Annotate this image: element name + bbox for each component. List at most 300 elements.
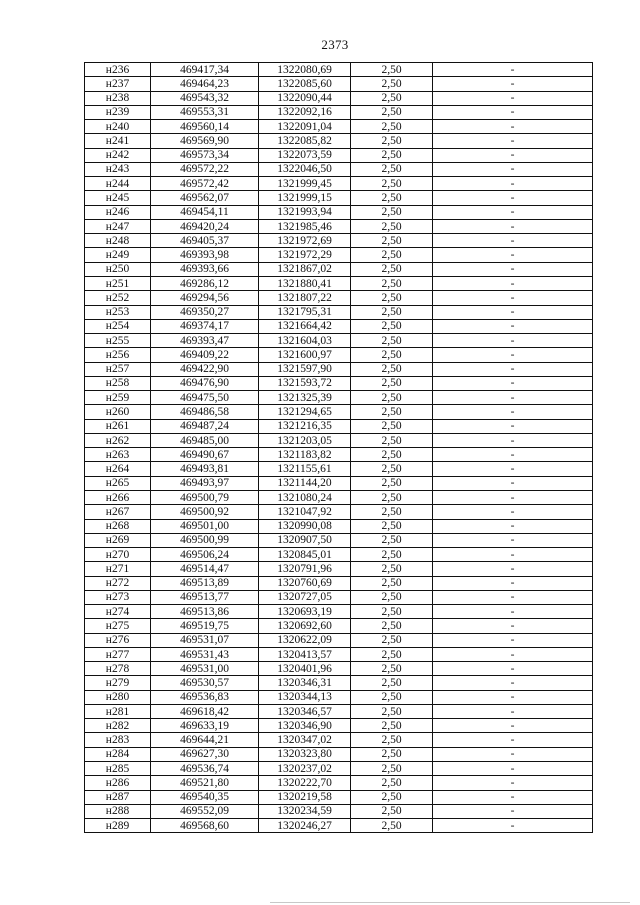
y-coordinate-cell: 1321795,31 <box>259 305 351 319</box>
note-cell: - <box>433 619 593 633</box>
point-id-cell: н244 <box>85 177 151 191</box>
point-id-cell: н264 <box>85 462 151 476</box>
x-coordinate-cell: 469475,50 <box>151 391 259 405</box>
x-coordinate-cell: 469500,99 <box>151 533 259 547</box>
table-row <box>85 248 593 262</box>
x-coordinate-cell: 469405,37 <box>151 234 259 248</box>
note-cell: - <box>433 719 593 733</box>
accuracy-cell: 2,50 <box>351 91 433 105</box>
table-row <box>85 462 593 476</box>
y-coordinate-cell: 1322080,69 <box>259 63 351 77</box>
x-coordinate-cell: 469627,30 <box>151 747 259 761</box>
x-coordinate-cell: 469521,80 <box>151 776 259 790</box>
table-row <box>85 747 593 761</box>
table-row <box>85 348 593 362</box>
x-coordinate-cell: 469531,07 <box>151 633 259 647</box>
accuracy-cell: 2,50 <box>351 319 433 333</box>
point-id-cell: н255 <box>85 334 151 348</box>
point-id-cell: н248 <box>85 234 151 248</box>
accuracy-cell: 2,50 <box>351 134 433 148</box>
y-coordinate-cell: 1320845,01 <box>259 548 351 562</box>
x-coordinate-cell: 469506,24 <box>151 548 259 562</box>
note-cell: - <box>433 448 593 462</box>
x-coordinate-cell: 469422,90 <box>151 362 259 376</box>
y-coordinate-cell: 1321183,82 <box>259 448 351 462</box>
point-id-cell: н269 <box>85 533 151 547</box>
y-coordinate-cell: 1321144,20 <box>259 476 351 490</box>
y-coordinate-cell: 1321216,35 <box>259 419 351 433</box>
note-cell: - <box>433 804 593 818</box>
y-coordinate-cell: 1321985,46 <box>259 219 351 233</box>
x-coordinate-cell: 469464,23 <box>151 77 259 91</box>
note-cell: - <box>433 391 593 405</box>
table-row <box>85 790 593 804</box>
point-id-cell: н265 <box>85 476 151 490</box>
table-row <box>85 576 593 590</box>
note-cell: - <box>433 219 593 233</box>
table-row <box>85 533 593 547</box>
note-cell: - <box>433 662 593 676</box>
y-coordinate-cell: 1320222,70 <box>259 776 351 790</box>
table-row <box>85 690 593 704</box>
y-coordinate-cell: 1320347,02 <box>259 733 351 747</box>
y-coordinate-cell: 1321664,42 <box>259 319 351 333</box>
y-coordinate-cell: 1321080,24 <box>259 490 351 504</box>
y-coordinate-cell: 1320246,27 <box>259 819 351 833</box>
table-row <box>85 605 593 619</box>
table-row <box>85 77 593 91</box>
y-coordinate-cell: 1322090,44 <box>259 91 351 105</box>
table-row <box>85 234 593 248</box>
accuracy-cell: 2,50 <box>351 262 433 276</box>
x-coordinate-cell: 469553,31 <box>151 105 259 119</box>
note-cell: - <box>433 462 593 476</box>
note-cell: - <box>433 548 593 562</box>
table-row <box>85 490 593 504</box>
x-coordinate-cell: 469540,35 <box>151 790 259 804</box>
y-coordinate-cell: 1322091,04 <box>259 120 351 134</box>
accuracy-cell: 2,50 <box>351 776 433 790</box>
y-coordinate-cell: 1320727,05 <box>259 590 351 604</box>
table-row <box>85 391 593 405</box>
note-cell: - <box>433 733 593 747</box>
y-coordinate-cell: 1320413,57 <box>259 647 351 661</box>
x-coordinate-cell: 469644,21 <box>151 733 259 747</box>
y-coordinate-cell: 1321600,97 <box>259 348 351 362</box>
coordinates-table-body <box>85 63 593 833</box>
point-id-cell: н288 <box>85 804 151 818</box>
note-cell: - <box>433 633 593 647</box>
y-coordinate-cell: 1322046,50 <box>259 162 351 176</box>
y-coordinate-cell: 1321294,65 <box>259 405 351 419</box>
accuracy-cell: 2,50 <box>351 747 433 761</box>
y-coordinate-cell: 1321155,61 <box>259 462 351 476</box>
y-coordinate-cell: 1321604,03 <box>259 334 351 348</box>
point-id-cell: н261 <box>85 419 151 433</box>
y-coordinate-cell: 1320760,69 <box>259 576 351 590</box>
coordinates-table <box>84 62 593 833</box>
table-row <box>85 647 593 661</box>
x-coordinate-cell: 469569,90 <box>151 134 259 148</box>
y-coordinate-cell: 1320346,31 <box>259 676 351 690</box>
point-id-cell: н245 <box>85 191 151 205</box>
table-row <box>85 63 593 77</box>
table-row <box>85 519 593 533</box>
note-cell: - <box>433 291 593 305</box>
table-row <box>85 505 593 519</box>
table-row <box>85 476 593 490</box>
note-cell: - <box>433 334 593 348</box>
accuracy-cell: 2,50 <box>351 205 433 219</box>
y-coordinate-cell: 1320344,13 <box>259 690 351 704</box>
accuracy-cell: 2,50 <box>351 676 433 690</box>
accuracy-cell: 2,50 <box>351 362 433 376</box>
y-coordinate-cell: 1321203,05 <box>259 433 351 447</box>
table-row <box>85 719 593 733</box>
x-coordinate-cell: 469417,34 <box>151 63 259 77</box>
accuracy-cell: 2,50 <box>351 162 433 176</box>
y-coordinate-cell: 1320346,57 <box>259 704 351 718</box>
point-id-cell: н268 <box>85 519 151 533</box>
note-cell: - <box>433 348 593 362</box>
x-coordinate-cell: 469531,00 <box>151 662 259 676</box>
accuracy-cell: 2,50 <box>351 562 433 576</box>
note-cell: - <box>433 162 593 176</box>
note-cell: - <box>433 647 593 661</box>
x-coordinate-cell: 469519,75 <box>151 619 259 633</box>
note-cell: - <box>433 319 593 333</box>
y-coordinate-cell: 1320401,96 <box>259 662 351 676</box>
accuracy-cell: 2,50 <box>351 533 433 547</box>
note-cell: - <box>433 476 593 490</box>
point-id-cell: н247 <box>85 219 151 233</box>
x-coordinate-cell: 469562,07 <box>151 191 259 205</box>
point-id-cell: н289 <box>85 819 151 833</box>
accuracy-cell: 2,50 <box>351 405 433 419</box>
note-cell: - <box>433 490 593 504</box>
table-row <box>85 562 593 576</box>
accuracy-cell: 2,50 <box>351 619 433 633</box>
table-row <box>85 419 593 433</box>
accuracy-cell: 2,50 <box>351 305 433 319</box>
accuracy-cell: 2,50 <box>351 433 433 447</box>
table-row <box>85 819 593 833</box>
x-coordinate-cell: 469286,12 <box>151 276 259 290</box>
note-cell: - <box>433 248 593 262</box>
y-coordinate-cell: 1321047,92 <box>259 505 351 519</box>
point-id-cell: н267 <box>85 505 151 519</box>
x-coordinate-cell: 469573,34 <box>151 148 259 162</box>
x-coordinate-cell: 469493,97 <box>151 476 259 490</box>
y-coordinate-cell: 1322085,82 <box>259 134 351 148</box>
note-cell: - <box>433 533 593 547</box>
y-coordinate-cell: 1320346,90 <box>259 719 351 733</box>
accuracy-cell: 2,50 <box>351 234 433 248</box>
note-cell: - <box>433 376 593 390</box>
note-cell: - <box>433 191 593 205</box>
point-id-cell: н253 <box>85 305 151 319</box>
y-coordinate-cell: 1322085,60 <box>259 77 351 91</box>
accuracy-cell: 2,50 <box>351 633 433 647</box>
point-id-cell: н287 <box>85 790 151 804</box>
accuracy-cell: 2,50 <box>351 505 433 519</box>
accuracy-cell: 2,50 <box>351 276 433 290</box>
x-coordinate-cell: 469487,24 <box>151 419 259 433</box>
point-id-cell: н276 <box>85 633 151 647</box>
note-cell: - <box>433 234 593 248</box>
x-coordinate-cell: 469536,83 <box>151 690 259 704</box>
x-coordinate-cell: 469572,22 <box>151 162 259 176</box>
point-id-cell: н237 <box>85 77 151 91</box>
table-row <box>85 776 593 790</box>
table-row <box>85 733 593 747</box>
point-id-cell: н260 <box>85 405 151 419</box>
point-id-cell: н274 <box>85 605 151 619</box>
x-coordinate-cell: 469501,00 <box>151 519 259 533</box>
accuracy-cell: 2,50 <box>351 819 433 833</box>
x-coordinate-cell: 469500,79 <box>151 490 259 504</box>
x-coordinate-cell: 469513,77 <box>151 590 259 604</box>
table-row <box>85 362 593 376</box>
note-cell: - <box>433 419 593 433</box>
note-cell: - <box>433 576 593 590</box>
table-row <box>85 662 593 676</box>
table-row <box>85 619 593 633</box>
accuracy-cell: 2,50 <box>351 490 433 504</box>
point-id-cell: н250 <box>85 262 151 276</box>
note-cell: - <box>433 676 593 690</box>
y-coordinate-cell: 1320693,19 <box>259 605 351 619</box>
point-id-cell: н239 <box>85 105 151 119</box>
y-coordinate-cell: 1321325,39 <box>259 391 351 405</box>
accuracy-cell: 2,50 <box>351 804 433 818</box>
note-cell: - <box>433 519 593 533</box>
point-id-cell: н252 <box>85 291 151 305</box>
point-id-cell: н280 <box>85 690 151 704</box>
accuracy-cell: 2,50 <box>351 590 433 604</box>
accuracy-cell: 2,50 <box>351 77 433 91</box>
note-cell: - <box>433 433 593 447</box>
y-coordinate-cell: 1320219,58 <box>259 790 351 804</box>
table-row <box>85 219 593 233</box>
accuracy-cell: 2,50 <box>351 191 433 205</box>
note-cell: - <box>433 747 593 761</box>
y-coordinate-cell: 1320692,60 <box>259 619 351 633</box>
note-cell: - <box>433 605 593 619</box>
y-coordinate-cell: 1322092,16 <box>259 105 351 119</box>
table-row <box>85 405 593 419</box>
table-row <box>85 148 593 162</box>
accuracy-cell: 2,50 <box>351 120 433 134</box>
note-cell: - <box>433 776 593 790</box>
table-row <box>85 291 593 305</box>
x-coordinate-cell: 469514,47 <box>151 562 259 576</box>
note-cell: - <box>433 105 593 119</box>
page-number: 2373 <box>321 37 349 52</box>
y-coordinate-cell: 1321972,29 <box>259 248 351 262</box>
point-id-cell: н236 <box>85 63 151 77</box>
accuracy-cell: 2,50 <box>351 291 433 305</box>
point-id-cell: н251 <box>85 276 151 290</box>
note-cell: - <box>433 790 593 804</box>
accuracy-cell: 2,50 <box>351 790 433 804</box>
accuracy-cell: 2,50 <box>351 462 433 476</box>
accuracy-cell: 2,50 <box>351 348 433 362</box>
table-row <box>85 191 593 205</box>
point-id-cell: н241 <box>85 134 151 148</box>
table-row <box>85 376 593 390</box>
x-coordinate-cell: 469374,17 <box>151 319 259 333</box>
accuracy-cell: 2,50 <box>351 419 433 433</box>
table-row <box>85 177 593 191</box>
accuracy-cell: 2,50 <box>351 391 433 405</box>
point-id-cell: н238 <box>85 91 151 105</box>
table-row <box>85 120 593 134</box>
x-coordinate-cell: 469536,74 <box>151 762 259 776</box>
y-coordinate-cell: 1321999,15 <box>259 191 351 205</box>
x-coordinate-cell: 469513,86 <box>151 605 259 619</box>
x-coordinate-cell: 469560,14 <box>151 120 259 134</box>
point-id-cell: н249 <box>85 248 151 262</box>
accuracy-cell: 2,50 <box>351 334 433 348</box>
x-coordinate-cell: 469618,42 <box>151 704 259 718</box>
y-coordinate-cell: 1322073,59 <box>259 148 351 162</box>
y-coordinate-cell: 1321593,72 <box>259 376 351 390</box>
x-coordinate-cell: 469530,57 <box>151 676 259 690</box>
accuracy-cell: 2,50 <box>351 733 433 747</box>
table-row <box>85 91 593 105</box>
x-coordinate-cell: 469490,67 <box>151 448 259 462</box>
note-cell: - <box>433 63 593 77</box>
x-coordinate-cell: 469633,19 <box>151 719 259 733</box>
note-cell: - <box>433 120 593 134</box>
table-row <box>85 276 593 290</box>
point-id-cell: н258 <box>85 376 151 390</box>
point-id-cell: н286 <box>85 776 151 790</box>
y-coordinate-cell: 1320234,59 <box>259 804 351 818</box>
point-id-cell: н254 <box>85 319 151 333</box>
x-coordinate-cell: 469572,42 <box>151 177 259 191</box>
x-coordinate-cell: 469393,98 <box>151 248 259 262</box>
table-row <box>85 590 593 604</box>
x-coordinate-cell: 469409,22 <box>151 348 259 362</box>
table-row <box>85 134 593 148</box>
point-id-cell: н282 <box>85 719 151 733</box>
point-id-cell: н272 <box>85 576 151 590</box>
accuracy-cell: 2,50 <box>351 376 433 390</box>
accuracy-cell: 2,50 <box>351 177 433 191</box>
x-coordinate-cell: 469294,56 <box>151 291 259 305</box>
y-coordinate-cell: 1320323,80 <box>259 747 351 761</box>
x-coordinate-cell: 469500,92 <box>151 505 259 519</box>
x-coordinate-cell: 469454,11 <box>151 205 259 219</box>
table-row <box>85 262 593 276</box>
y-coordinate-cell: 1321993,94 <box>259 205 351 219</box>
note-cell: - <box>433 505 593 519</box>
note-cell: - <box>433 762 593 776</box>
accuracy-cell: 2,50 <box>351 63 433 77</box>
x-coordinate-cell: 469531,43 <box>151 647 259 661</box>
table-row <box>85 162 593 176</box>
point-id-cell: н246 <box>85 205 151 219</box>
note-cell: - <box>433 276 593 290</box>
point-id-cell: н275 <box>85 619 151 633</box>
x-coordinate-cell: 469543,32 <box>151 91 259 105</box>
accuracy-cell: 2,50 <box>351 576 433 590</box>
point-id-cell: н240 <box>85 120 151 134</box>
x-coordinate-cell: 469393,47 <box>151 334 259 348</box>
point-id-cell: н270 <box>85 548 151 562</box>
point-id-cell: н259 <box>85 391 151 405</box>
accuracy-cell: 2,50 <box>351 662 433 676</box>
note-cell: - <box>433 134 593 148</box>
scan-edge-line <box>270 902 630 903</box>
x-coordinate-cell: 469552,09 <box>151 804 259 818</box>
accuracy-cell: 2,50 <box>351 719 433 733</box>
accuracy-cell: 2,50 <box>351 105 433 119</box>
note-cell: - <box>433 262 593 276</box>
accuracy-cell: 2,50 <box>351 148 433 162</box>
table-row <box>85 676 593 690</box>
point-id-cell: н284 <box>85 747 151 761</box>
x-coordinate-cell: 469493,81 <box>151 462 259 476</box>
note-cell: - <box>433 690 593 704</box>
x-coordinate-cell: 469485,00 <box>151 433 259 447</box>
y-coordinate-cell: 1320791,96 <box>259 562 351 576</box>
table-row <box>85 105 593 119</box>
x-coordinate-cell: 469420,24 <box>151 219 259 233</box>
y-coordinate-cell: 1321597,90 <box>259 362 351 376</box>
y-coordinate-cell: 1320907,50 <box>259 533 351 547</box>
accuracy-cell: 2,50 <box>351 476 433 490</box>
point-id-cell: н242 <box>85 148 151 162</box>
accuracy-cell: 2,50 <box>351 704 433 718</box>
point-id-cell: н257 <box>85 362 151 376</box>
accuracy-cell: 2,50 <box>351 605 433 619</box>
note-cell: - <box>433 77 593 91</box>
accuracy-cell: 2,50 <box>351 690 433 704</box>
point-id-cell: н277 <box>85 647 151 661</box>
point-id-cell: н263 <box>85 448 151 462</box>
table-row <box>85 448 593 462</box>
note-cell: - <box>433 148 593 162</box>
table-row <box>85 704 593 718</box>
point-id-cell: н278 <box>85 662 151 676</box>
table-row <box>85 305 593 319</box>
point-id-cell: н271 <box>85 562 151 576</box>
accuracy-cell: 2,50 <box>351 448 433 462</box>
note-cell: - <box>433 205 593 219</box>
table-row <box>85 762 593 776</box>
note-cell: - <box>433 562 593 576</box>
table-row <box>85 548 593 562</box>
accuracy-cell: 2,50 <box>351 548 433 562</box>
y-coordinate-cell: 1321880,41 <box>259 276 351 290</box>
point-id-cell: н256 <box>85 348 151 362</box>
point-id-cell: н279 <box>85 676 151 690</box>
point-id-cell: н243 <box>85 162 151 176</box>
accuracy-cell: 2,50 <box>351 248 433 262</box>
accuracy-cell: 2,50 <box>351 219 433 233</box>
y-coordinate-cell: 1321867,02 <box>259 262 351 276</box>
point-id-cell: н283 <box>85 733 151 747</box>
accuracy-cell: 2,50 <box>351 519 433 533</box>
x-coordinate-cell: 469476,90 <box>151 376 259 390</box>
note-cell: - <box>433 305 593 319</box>
table-row <box>85 433 593 447</box>
note-cell: - <box>433 91 593 105</box>
x-coordinate-cell: 469350,27 <box>151 305 259 319</box>
